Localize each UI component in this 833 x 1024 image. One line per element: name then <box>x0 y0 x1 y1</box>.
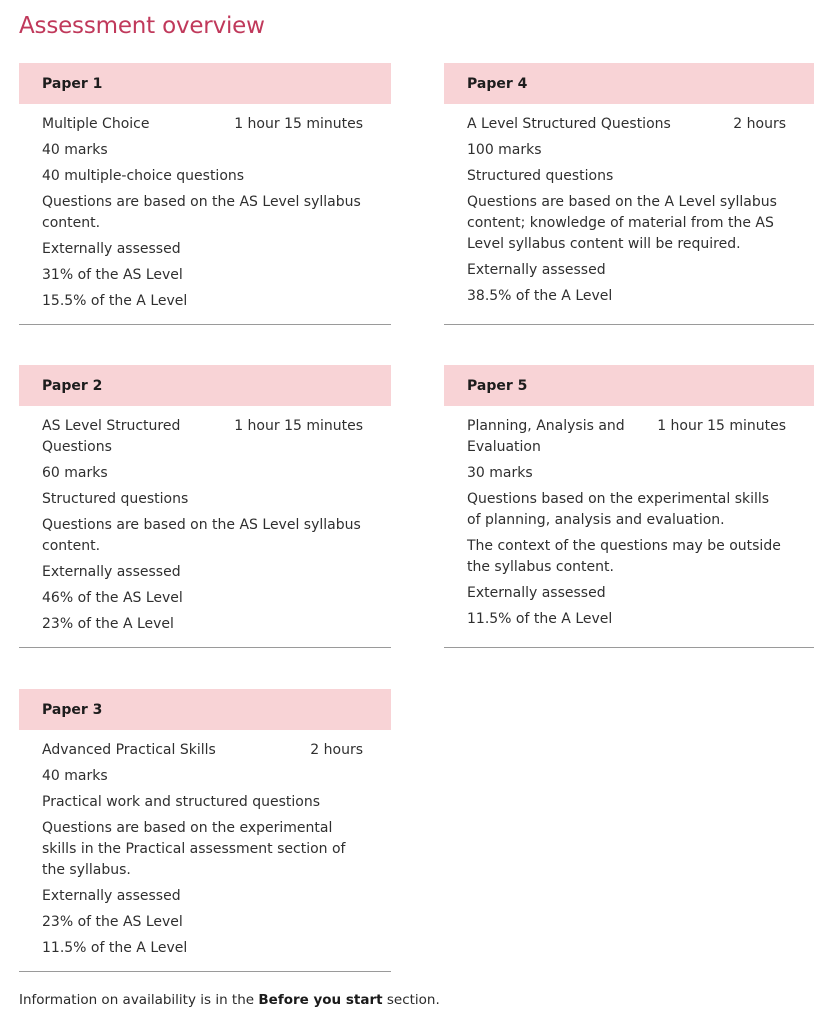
paper-3-header: Paper 3 <box>19 689 391 730</box>
paper-3-body <box>19 730 391 959</box>
paper-2-as-weight: 46% of the AS Level <box>42 590 183 606</box>
availability-note-suffix: section. <box>382 992 440 1008</box>
paper-2-title-row <box>42 416 363 458</box>
paper-5-assessment: Externally assessed <box>467 585 606 601</box>
paper-4-duration: 2 hours <box>733 116 786 132</box>
paper-4-a-weight: 38.5% of the A Level <box>467 288 613 304</box>
paper-4-card <box>444 63 814 325</box>
paper-2-name: AS Level Structured Questions <box>42 418 181 455</box>
paper-5-skills-note: Questions based on the experimental skills of planning, analysis and evaluation. <box>467 491 770 528</box>
page-title: Assessment overview <box>19 13 265 39</box>
paper-5-header: Paper 5 <box>444 365 814 406</box>
paper-1-title-row <box>42 114 363 135</box>
paper-1-name: Multiple Choice <box>42 116 150 132</box>
paper-3-as-weight: 23% of the AS Level <box>42 914 183 930</box>
paper-1-header: Paper 1 <box>19 63 391 104</box>
paper-5-title-row <box>467 416 786 458</box>
paper-3-card <box>19 689 391 972</box>
paper-1-a-weight: 15.5% of the A Level <box>42 293 188 309</box>
paper-3-a-weight: 11.5% of the A Level <box>42 940 188 956</box>
paper-5-card <box>444 365 814 648</box>
paper-3-name: Advanced Practical Skills <box>42 742 216 758</box>
paper-2-a-weight: 23% of the A Level <box>42 616 174 632</box>
availability-note-prefix: Information on availability is in the <box>19 992 259 1008</box>
paper-5-duration: 1 hour 15 minutes <box>657 418 786 434</box>
paper-1-marks: 40 marks <box>42 142 108 158</box>
paper-1-card <box>19 63 391 325</box>
paper-1-assessment: Externally assessed <box>42 241 181 257</box>
paper-2-body <box>19 406 391 635</box>
paper-4-title-row <box>467 114 786 135</box>
before-you-start-reference: Before you start <box>258 992 383 1008</box>
paper-1-question-type: 40 multiple-choice questions <box>42 168 245 184</box>
paper-4-name: A Level Structured Questions <box>467 116 671 132</box>
paper-3-question-type: Practical work and structured questions <box>42 794 320 810</box>
paper-4-question-type: Structured questions <box>467 168 614 184</box>
paper-4-header: Paper 4 <box>444 63 814 104</box>
paper-4-assessment: Externally assessed <box>467 262 606 278</box>
paper-2-duration: 1 hour 15 minutes <box>234 418 363 434</box>
paper-2-header: Paper 2 <box>19 365 391 406</box>
paper-2-card <box>19 365 391 648</box>
paper-5-a-weight: 11.5% of the A Level <box>467 611 613 627</box>
paper-2-content-note: Questions are based on the AS Level syllabus content. <box>42 517 361 554</box>
paper-4-body <box>444 104 814 307</box>
paper-5-context-note: The context of the questions may be outside the syllabus content. <box>467 538 781 575</box>
paper-3-assessment: Externally assessed <box>42 888 181 904</box>
paper-2-question-type: Structured questions <box>42 491 189 507</box>
paper-1-body <box>19 104 391 312</box>
paper-3-content-note: Questions are based on the experimental skills in the Practical assessment section of the syllabus. <box>42 820 346 878</box>
paper-5-body <box>444 406 814 630</box>
availability-note <box>19 992 440 1008</box>
paper-4-content-note: Questions are based on the A Level syllabus content; knowledge of material from the AS Level syllabus content will be required. <box>467 194 777 252</box>
paper-1-content-note: Questions are based on the AS Level syllabus content. <box>42 194 361 231</box>
paper-2-marks: 60 marks <box>42 465 108 481</box>
paper-3-title-row <box>42 740 363 761</box>
paper-5-marks: 30 marks <box>467 465 533 481</box>
paper-1-as-weight: 31% of the AS Level <box>42 267 183 283</box>
paper-5-name: Planning, Analysis and Evaluation <box>467 418 625 455</box>
paper-3-duration: 2 hours <box>310 742 363 758</box>
paper-2-assessment: Externally assessed <box>42 564 181 580</box>
paper-1-duration: 1 hour 15 minutes <box>234 116 363 132</box>
paper-4-marks: 100 marks <box>467 142 542 158</box>
paper-3-marks: 40 marks <box>42 768 108 784</box>
